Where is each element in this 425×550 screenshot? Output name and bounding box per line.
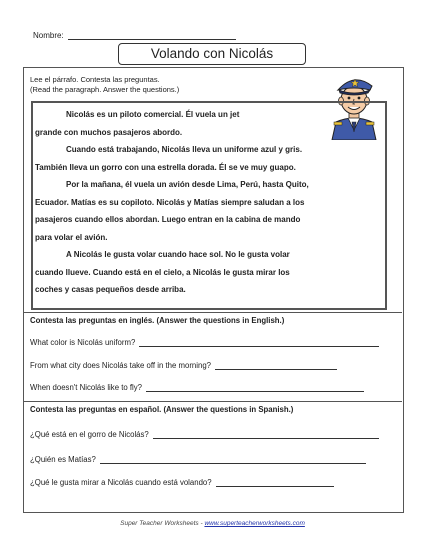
instructions-english: (Read the paragraph. Answer the questions.) (30, 85, 180, 94)
name-answer-line[interactable] (68, 31, 236, 40)
instructions (30, 75, 179, 95)
passage-line: coches y casas pequeños desde arriba. (35, 285, 186, 294)
passage-line: cuando llueve. Cuando está en el cielo, a Nicolás le gusta mirar los (35, 267, 290, 277)
question-text: ¿Quién es Matías? (30, 455, 96, 464)
footer-brand: Super Teacher Worksheets (120, 520, 199, 527)
instructions-spanish: Lee el párrafo. Contesta las preguntas. (30, 75, 160, 84)
answer-line[interactable] (153, 430, 379, 439)
question-text: ¿Qué le gusta mirar a Nicolás cuando está volando? (30, 478, 212, 487)
spanish-question-1 (30, 430, 379, 439)
answer-line[interactable] (216, 478, 334, 487)
english-question-3 (30, 383, 364, 392)
passage-line: A Nicolás le gusta volar cuando hace sol. No le gusta volar (66, 250, 290, 259)
passage-line: grande con muchos pasajeros abordo. (35, 127, 183, 137)
footer (0, 520, 425, 527)
passage-line: Nicolás es un piloto comercial. Él vuela un jet (66, 110, 240, 119)
passage-line: Cuando está trabajando, Nicolás lleva un uniforme azul y gris. (66, 145, 303, 154)
section-divider (23, 401, 402, 402)
footer-separator: - (198, 520, 205, 527)
passage-line: También lleva un gorro con una estrella dorada. Él se ve muy guapo. (35, 162, 296, 172)
passage-line: para volar el avión. (35, 232, 108, 242)
section-divider (23, 312, 402, 313)
name-field (33, 31, 236, 40)
spanish-question-3 (30, 478, 334, 487)
reading-passage (35, 106, 335, 299)
question-text: What color is Nicolás uniform? (30, 338, 136, 347)
answer-line[interactable] (215, 361, 337, 370)
question-text: When doesn't Nicolás like to fly? (30, 383, 142, 392)
spanish-question-2 (30, 455, 366, 464)
answer-line[interactable] (100, 455, 366, 464)
question-text: From what city does Nicolás take off in the morning? (30, 361, 211, 370)
passage-line: Ecuador. Matías es su copiloto. Nicolás y Matías siempre saludan a los (35, 197, 305, 207)
footer-link[interactable]: www.superteacherworksheets.com (204, 520, 305, 527)
spanish-section-heading: Contesta las preguntas en español. (Answer the questions in Spanish.) (30, 405, 294, 414)
passage-line: pasajeros cuando ellos abordan. Luego entran en la cabina de mando (35, 215, 301, 224)
english-section-heading: Contesta las preguntas en inglés. (Answer the questions in English.) (30, 316, 285, 325)
question-text: ¿Qué está en el gorro de Nicolás? (30, 430, 149, 439)
name-label: Nombre: (33, 31, 64, 40)
worksheet-title: Volando con Nicolás (118, 43, 306, 65)
passage-line: Por la mañana, él vuela un avión desde Lima, Perú, hasta Quito, (66, 180, 309, 189)
answer-line[interactable] (139, 338, 379, 347)
english-question-1 (30, 338, 379, 347)
answer-line[interactable] (146, 383, 364, 392)
english-question-2 (30, 361, 337, 370)
